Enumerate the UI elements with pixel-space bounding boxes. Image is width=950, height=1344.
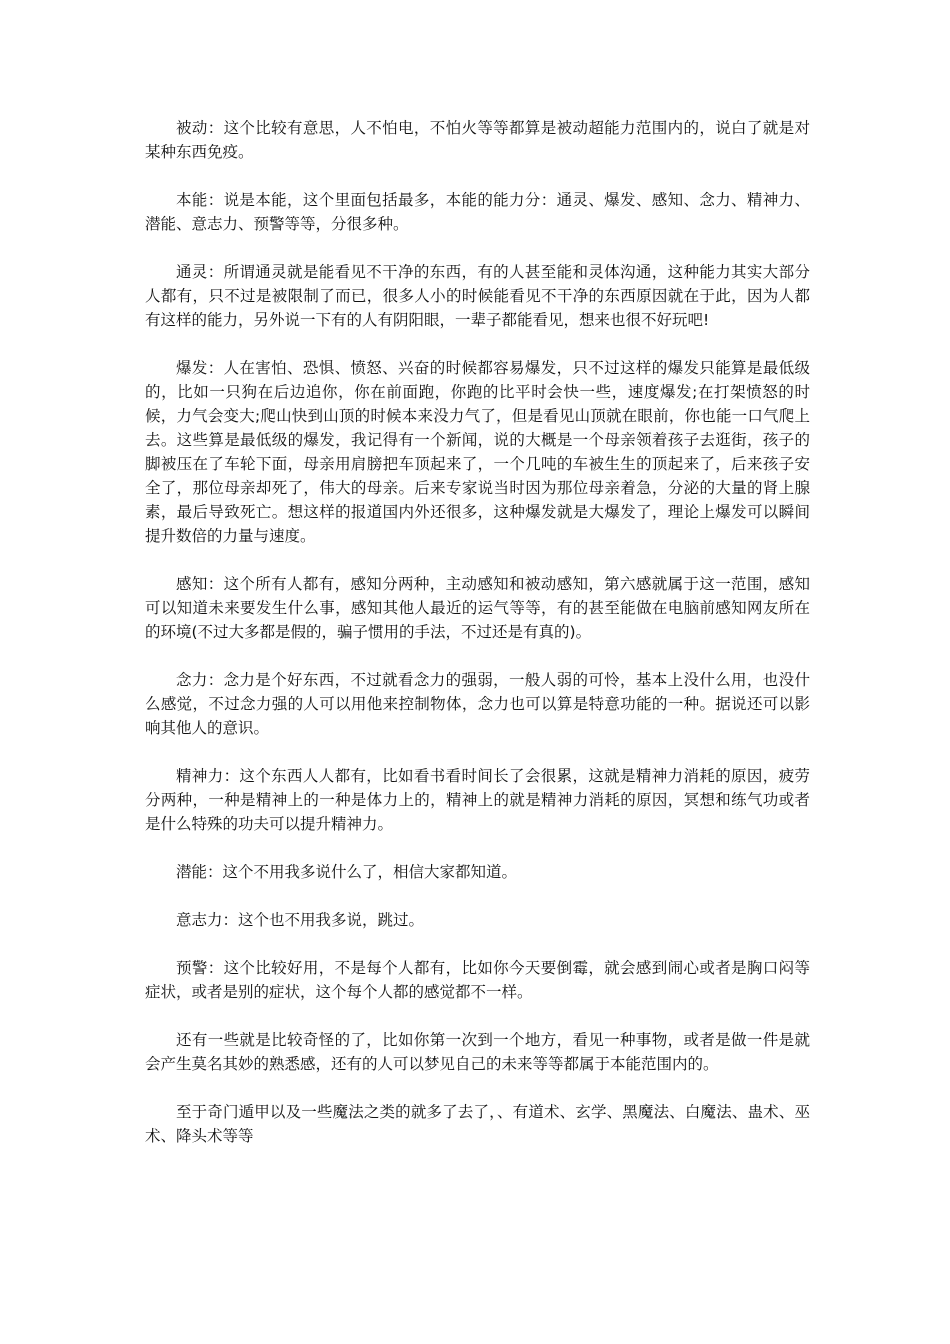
paragraph-premonition: 预警：这个比较好用，不是每个人都有，比如你今天要倒霉，就会感到闹心或者是胸口闷等症状，或者是别的症状，这个每个人都的感觉都不一样。 — [145, 959, 810, 1001]
paragraph-potential: 潜能：这个不用我多说什么了，相信大家都知道。 — [176, 863, 518, 881]
paragraph-telekinesis: 念力：念力是个好东西，不过就看念力的强弱，一般人弱的可怜，基本上没什么用，也没什么感觉，不过念力强的人可以用他来控制物体，念力也可以算是特意功能的一种。据说还可以影响其他人的意识。 — [145, 671, 810, 737]
document-page — [145, 116, 810, 1172]
paragraph-spirit-medium: 通灵：所谓通灵就是能看见不干净的东西，有的人甚至能和灵体沟通，这种能力其实大部分人都有，只不过是被限制了而已，很多人小的时候能看见不干净的东西原因就在于此，因为人都有这样的能力，另外说一下有的人有阴阳眼，一辈子都能看见，想来也很不好玩吧! — [145, 263, 810, 329]
paragraph-strange-phenomena: 还有一些就是比较奇怪的了，比如你第一次到一个地方，看见一种事物，或者是做一件是就会产生莫名其妙的熟悉感，还有的人可以梦见自己的未来等等都属于本能范围内的。 — [145, 1031, 810, 1073]
paragraph-burst: 爆发：人在害怕、恐惧、愤怒、兴奋的时候都容易爆发，只不过这样的爆发只能算是最低级的，比如一只狗在后边追你，你在前面跑，你跑的比平时会快一些，速度爆发;在打架愤怒的时候，力气会变大;爬山快到山顶的时候本来没力气了，但是看见山顶就在眼前，你也能一口气爬上去。这些算是最低级的爆发，我记得有一个新闻，说的大概是一个母亲领着孩子去逛街，孩子的脚被压在了车轮下面，母亲用肩膀把车顶起来了，一个几吨的车被生生的顶起来了，后来孩子安全了，那位母亲却死了，伟大的母亲。后来专家说当时因为那位母亲着急，分泌的大量的肾上腺素，最后导致死亡。想这样的报道国内外还很多，这种爆发就是大爆发了，理论上爆发可以瞬间提升数倍的力量与速度。 — [145, 359, 810, 545]
paragraph-instinct: 本能：说是本能，这个里面包括最多，本能的能力分：通灵、爆发、感知、念力、精神力、潜能、意志力、预警等等，分很多种。 — [145, 191, 810, 233]
paragraph-mental-power: 精神力：这个东西人人都有，比如看书看时间长了会很累，这就是精神力消耗的原因，疲劳分两种，一种是精神上的一种是体力上的，精神上的就是精神力消耗的原因，冥想和练气功或者是什么特殊的功夫可以提升精神力。 — [145, 767, 810, 833]
paragraph-perception: 感知：这个所有人都有，感知分两种，主动感知和被动感知，第六感就属于这一范围，感知可以知道未来要发生什么事，感知其他人最近的运气等等，有的甚至能做在电脑前感知网友所在的环境(不过大多都是假的，骗子惯用的手法，不过还是有真的)。 — [145, 575, 810, 641]
paragraph-willpower: 意志力：这个也不用我多说，跳过。 — [176, 911, 425, 929]
paragraph-magic-arts: 至于奇门遁甲以及一些魔法之类的就多了去了，、有道术、玄学、黑魔法、白魔法、蛊术、巫术、降头术等等 — [145, 1103, 810, 1145]
paragraph-passive: 被动：这个比较有意思，人不怕电，不怕火等等都算是被动超能力范围内的，说白了就是对某种东西免疫。 — [145, 119, 810, 161]
